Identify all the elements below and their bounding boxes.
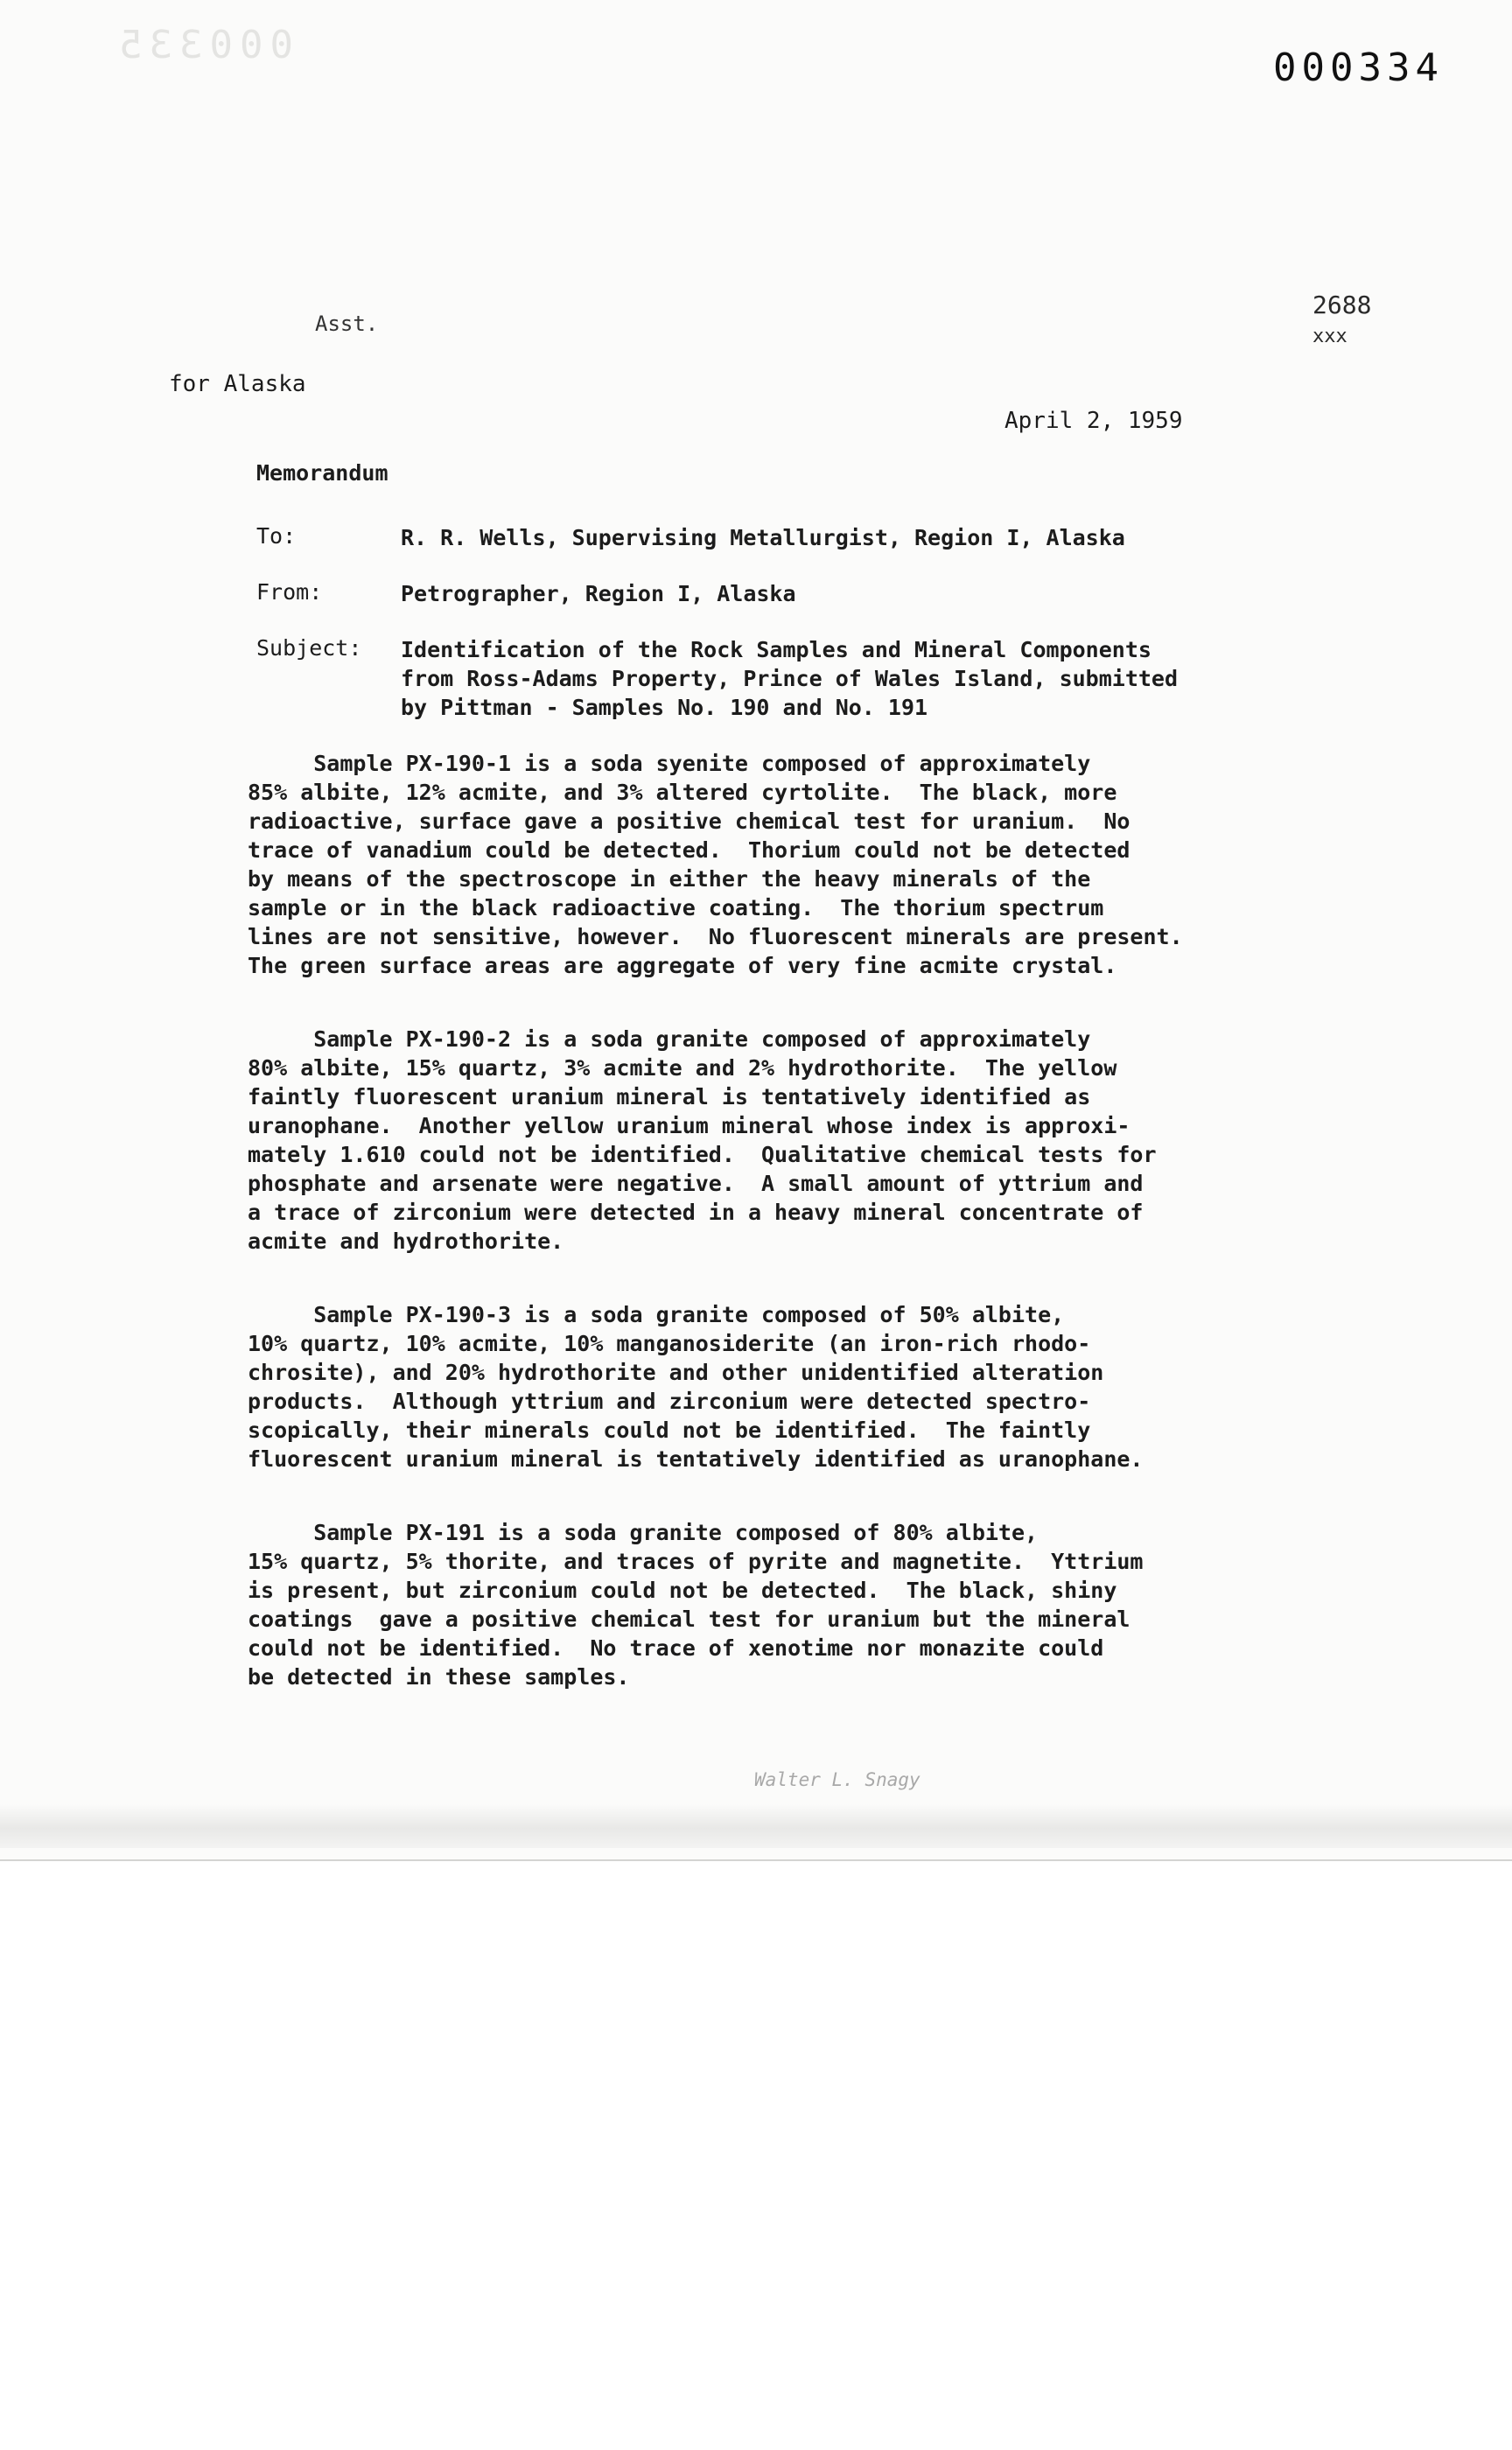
asst-label: Asst.	[315, 312, 379, 336]
memo-date: April 2, 1959	[1004, 408, 1183, 434]
to-label: To:	[256, 523, 297, 549]
subject-label: Subject:	[256, 635, 362, 661]
paragraph-sample-px-190-3: Sample PX-190-3 is a soda granite composed of 50% albite, 10% quartz, 10% acmite, 10% manganosiderite (an iron-rich rhodo- chrosite), and 20% hydrothorite and other unidentified alteration products. Although yttrium and zirconium were detected spectro- scopically, their minerals could not be identified. The faintly fluorescent uranium mineral is tentatively identified as uranophane.	[248, 1302, 1144, 1472]
for-alaska-label: for Alaska	[169, 371, 306, 397]
from-value: Petrographer, Region I, Alaska	[401, 581, 796, 606]
memo-title: Memorandum	[256, 460, 388, 486]
paragraph-sample-px-190-2: Sample PX-190-2 is a soda granite composed of approximately 80% albite, 15% quartz, 3% acmite and 2% hydrothorite. The yellow faintly fluorescent uranium mineral is tentatively identified as uranophane. Another yellow uranium mineral whose index is approxi- mately 1.610 could not be identified. Qualitative chemical tests for phosphate and arsenate were negative. A small amount of yttrium and a trace of zirconium were detected in a heavy mineral concentrate of acmite and hydrothorite.	[248, 1026, 1157, 1254]
paragraph-sample-px-190-1: Sample PX-190-1 is a soda syenite composed of approximately 85% albite, 12% acmite, and 3% altered cyrtolite. The black, more radioactive, surface gave a positive chemical test for uranium. No trace of vanadium could be detected. Thorium could not be detected by means of the spectroscope in either the heavy minerals of the sample or in the black radioactive coating. The thorium spectrum lines are not sensitive, however. No fluorescent minerals are present. The green surface areas are aggregate of very fine acmite crystal.	[248, 751, 1183, 978]
file-number: 2688	[1312, 290, 1372, 319]
memo-body	[248, 749, 1298, 1736]
file-mark: xxx	[1312, 326, 1348, 347]
scan-smudge	[0, 1804, 1512, 1848]
from-label: From:	[256, 579, 323, 605]
paragraph-sample-px-191: Sample PX-191 is a soda granite composed of 80% albite, 15% quartz, 5% thorite, and traces of pyrite and magnetite. Yttrium is present, but zirconium could not be detected. The black, shiny coatings gave a positive chemical test for uranium but the mineral could not be identified. No trace of xenotime nor monazite could be detected in these samples.	[248, 1520, 1144, 1690]
signature: Walter L. Snagy	[754, 1769, 920, 1790]
subject-value: Identification of the Rock Samples and Mineral Components from Ross-Adams Property, Prince of Wales Island, submitted by Pittman - Samples No. 190 and No. 191	[401, 637, 1179, 720]
to-value: R. R. Wells, Supervising Metallurgist, Region I, Alaska	[401, 525, 1125, 550]
document-number: 000334	[1273, 46, 1444, 90]
bleed-through-number: 000335	[112, 23, 293, 67]
